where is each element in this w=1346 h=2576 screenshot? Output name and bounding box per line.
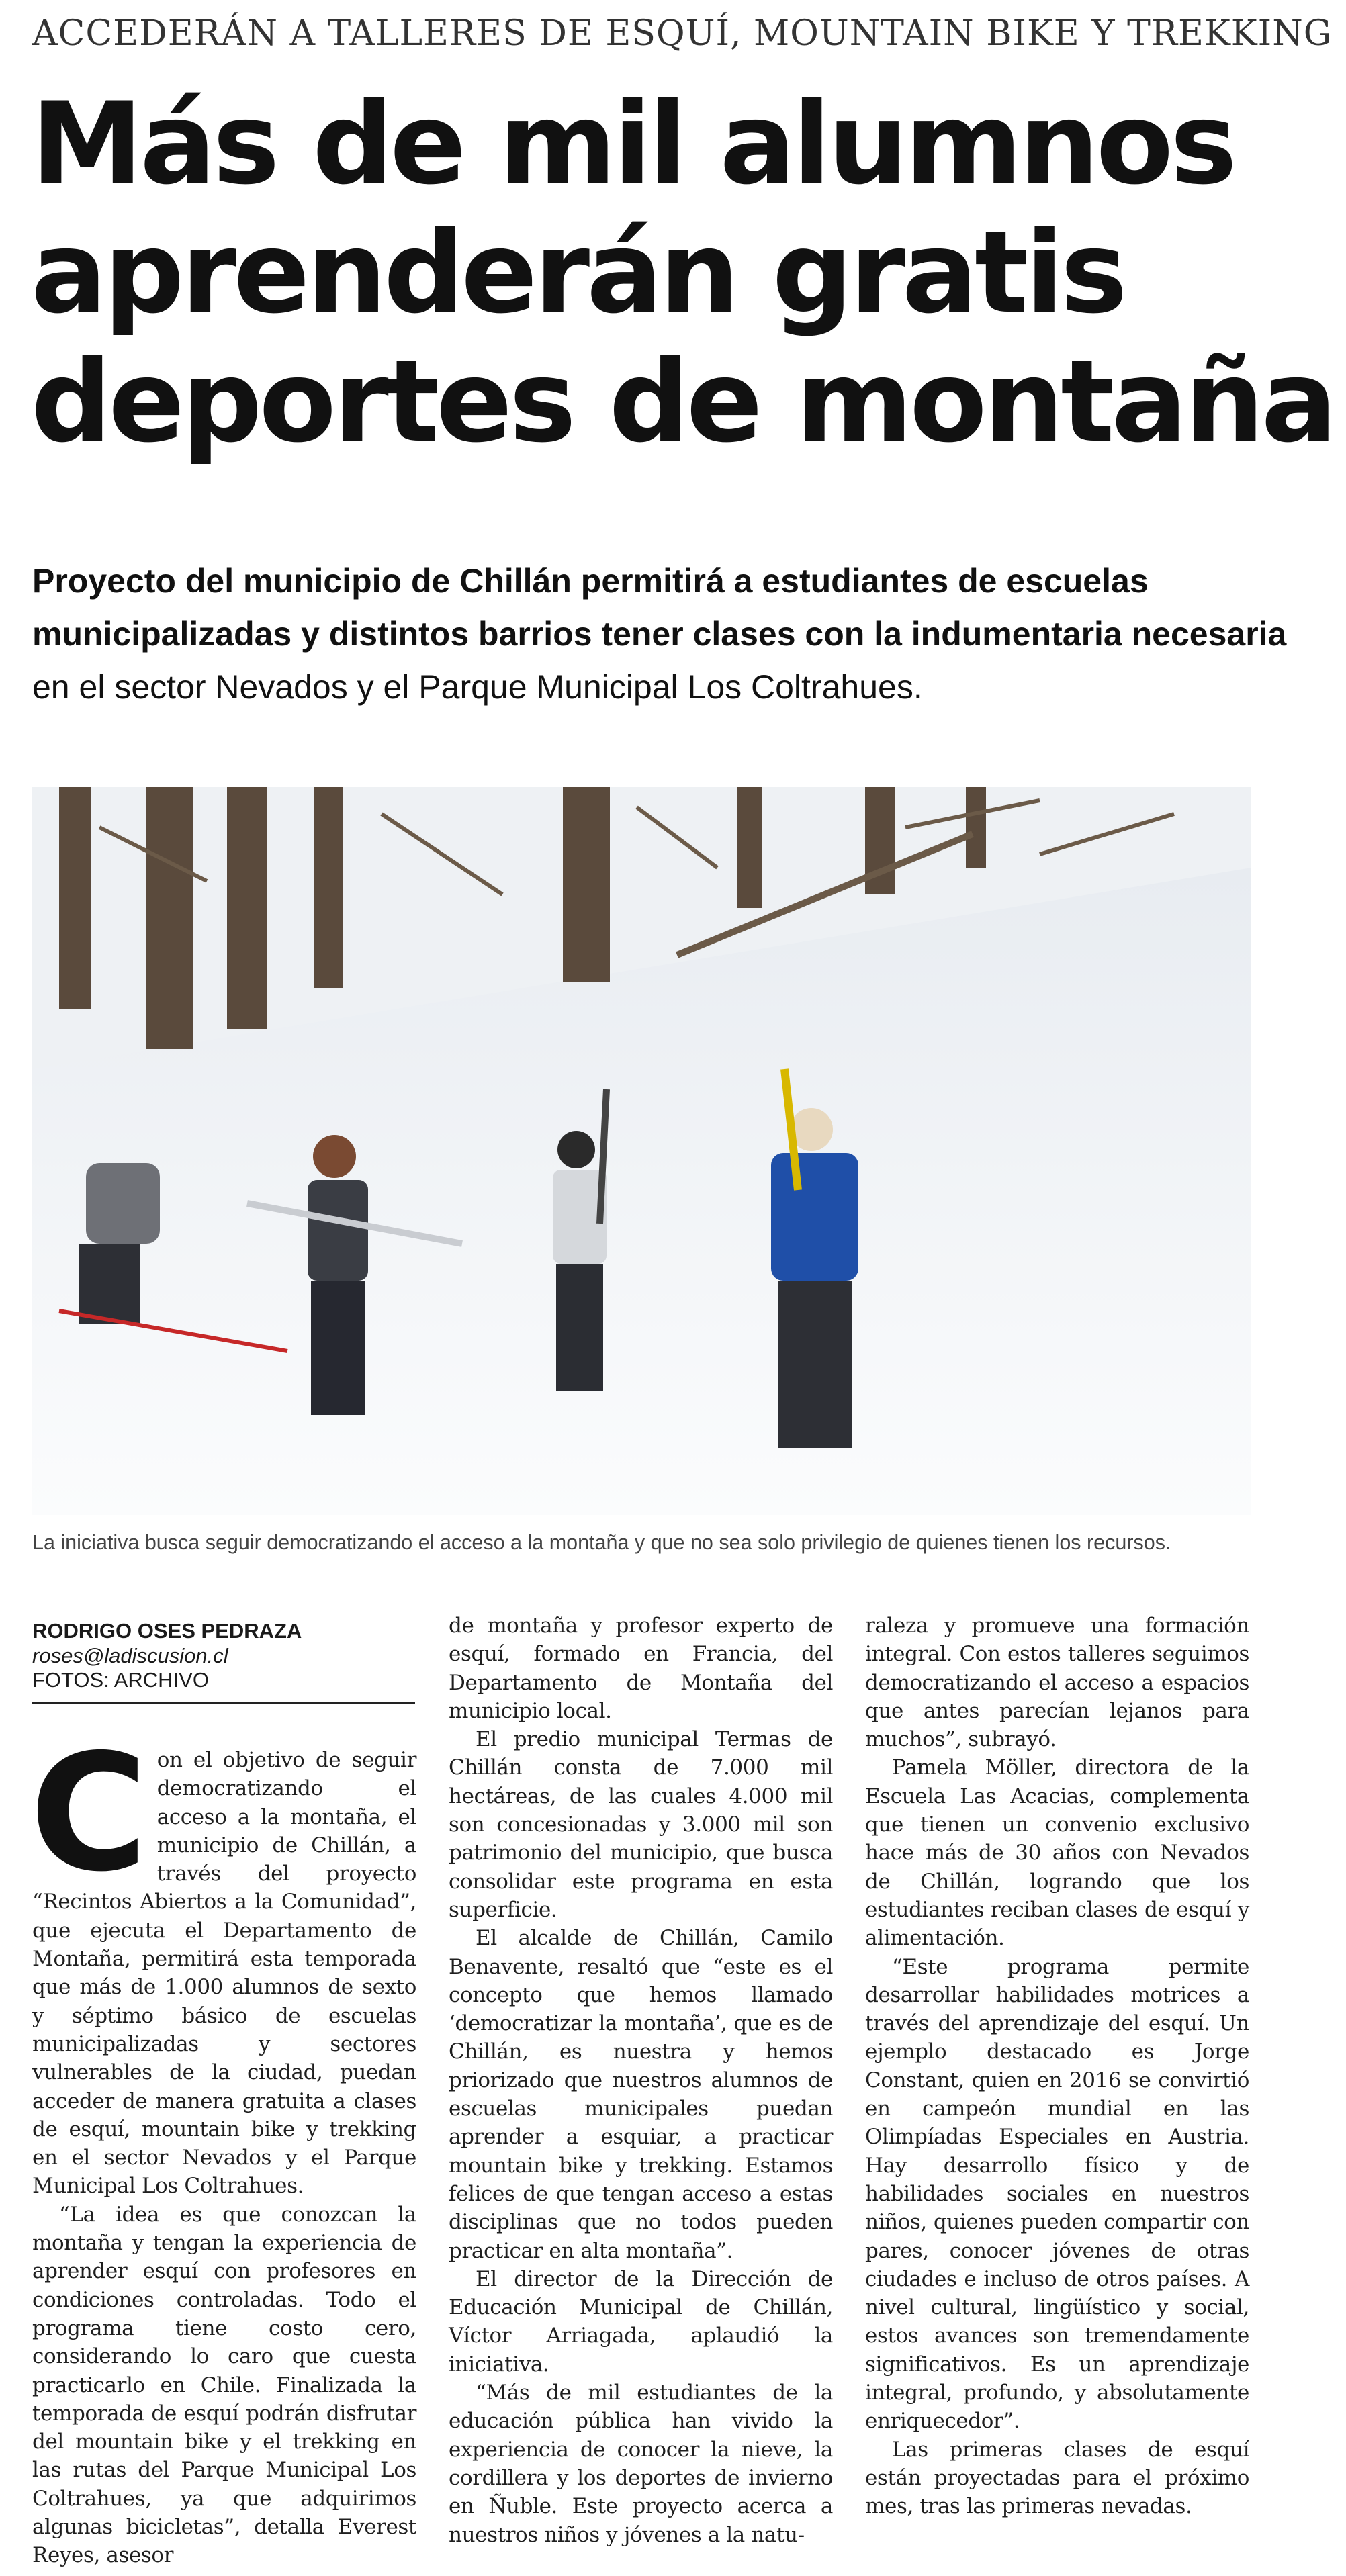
article-photo <box>32 787 1251 1515</box>
body-paragraph: Pamela Möller, directora de la Escuela Las Acacias, complementa que tienen un convenio exclusivo hace más de 30 años con Nevados de Chillán, logrando que los estudiantes reciban clases de esquí y alimentación. <box>865 1755 1249 1951</box>
tree-trunk <box>966 787 986 868</box>
headline <box>31 78 1334 467</box>
body-paragraph: “Más de mil estudiantes de la educación pública han vivido la experiencia de conocer la nieve, la cordillera y los deportes de invierno en Ñuble. Este proyecto acerca a nuestros niños y jóvenes a la natu- <box>449 2381 833 2547</box>
body-paragraph: “La idea es que conozcan la montaña y tengan la experiencia de aprender esquí con profesores en condiciones controladas. Todo el programa tiene costo cero, considerando lo caro que cuesta practicarlo en Chile. Finalizada la temporada de esquí podrán disfrutar del mountain bike y el trekking en las rutas del Parque Municipal Los Coltrahues, ya que adquirimos algunas bicicletas”, detalla Everest Reyes, asesor <box>32 2202 416 2568</box>
body-paragraph: Las primeras clases de esquí están proyectadas para el próximo mes, tras las primeras nevadas. <box>865 2437 1249 2519</box>
headline-line-1: Más de mil alumnos <box>31 78 1235 210</box>
body-paragraph: El alcalde de Chillán, Camilo Benavente, resaltó que “este es el concepto que hemos llamado ‘democratizar la montaña’, que es de Chillán, es nuestra y hemos priorizado que nuestros alumnos de escuelas municipales puedan aprender a esquiar, a practicar mountain bike y trekking. Estamos felices de que tengan acceso a estas disciplinas que no todos pueden practicar en alta montaña”. <box>449 1926 833 2263</box>
article-column-2 <box>449 1612 833 2549</box>
tree-trunk <box>146 787 193 1049</box>
paragraph-text: on el objetivo de seguir democratizando el acceso a la montaña, el municipio de Chillán, a través del proyecto “Recintos Abiertos a la Comunidad”, que ejecuta el Departamento de Montaña, permitirá esta temporada que más de 1.000 alumnos de sexto y séptimo básico de escuelas municipalizadas y sectores vulnerables de la ciudad, puedan acceder de manera gratuita a clases de esquí, mountain bike y trekking en el sector Nevados y el Parque Municipal Los Coltrahues. <box>32 1748 416 2199</box>
body-paragraph: El director de la Dirección de Educación Municipal de Chillán, Víctor Arriagada, aplaudió la iniciativa. <box>449 2266 833 2377</box>
article-column-3 <box>865 1612 1249 2521</box>
photo-caption: La iniciativa busca seguir democratizando el acceso a la montaña y que no sea solo privilegio de quienes tienen los recursos. <box>32 1531 1171 1554</box>
body-paragraph: raleza y promueve una formación integral. Con estos talleres seguimos democratizando el acceso a espacios que antes parecían lejanos para muchos”, subrayó. <box>865 1614 1249 1752</box>
byline-email[interactable]: roses@ladiscusion.cl <box>32 1644 228 1667</box>
drop-cap: C <box>30 1719 148 1907</box>
byline-photo-credit: FOTOS: ARCHIVO <box>32 1668 209 1692</box>
tree-trunk <box>563 787 610 982</box>
lede-normal: en el sector Nevados y el Parque Municipal Los Coltrahues. <box>32 668 923 706</box>
headline-line-3: deportes de montaña <box>31 336 1334 467</box>
body-paragraph: El predio municipal Termas de Chillán consta de 7.000 mil hectáreas, de las cuales 4.000 mil son concesionadas y 3.000 mil son patrimonio del municipio, que busca consolidar este programa en esta superficie. <box>449 1727 833 1922</box>
body-paragraph <box>30 1719 416 2201</box>
kicker: ACCEDERÁN A TALLERES DE ESQUÍ, MOUNTAIN BIKE Y TREKKING <box>32 13 1333 54</box>
byline-divider <box>32 1702 415 1704</box>
snow-scene-illustration <box>32 787 1251 1515</box>
body-paragraph: de montaña y profesor experto de esquí, formado en Francia, del Departamento de Montaña del municipio local. <box>449 1614 833 1723</box>
headline-line-2: aprenderán gratis <box>31 207 1124 338</box>
tree-trunk <box>59 787 91 1009</box>
lede <box>32 555 1295 714</box>
tree-trunk <box>314 787 343 988</box>
tree-trunk <box>227 787 267 1029</box>
tree-trunk <box>737 787 762 908</box>
byline <box>32 1618 415 1704</box>
lede-bold: Proyecto del municipio de Chillán permitirá a estudiantes de escuelas municipalizadas y distintos barrios tener clases con la indumentaria necesaria <box>32 562 1287 653</box>
byline-author: RODRIGO OSES PEDRAZA <box>32 1619 302 1643</box>
body-paragraph: “Este programa permite desarrollar habilidades motrices a través del aprendizaje del esquí. Un ejemplo destacado es Jorge Constant, quien en 2016 se convirtió en campeón mundial en las Olimpíadas Especiales en Austria. Hay desarrollo físico y de habilidades sociales en nuestros niños, quienes pueden compartir con pares, conocer jóvenes de otras ciudades e incluso de otros países. A nivel cultural, lingüístico y social, estos avances son tremendamente significativos. Es un aprendizaje integral, profundo, y absolutamente enriquecedor”. <box>865 1954 1249 2434</box>
article-column-1 <box>30 1719 416 2570</box>
